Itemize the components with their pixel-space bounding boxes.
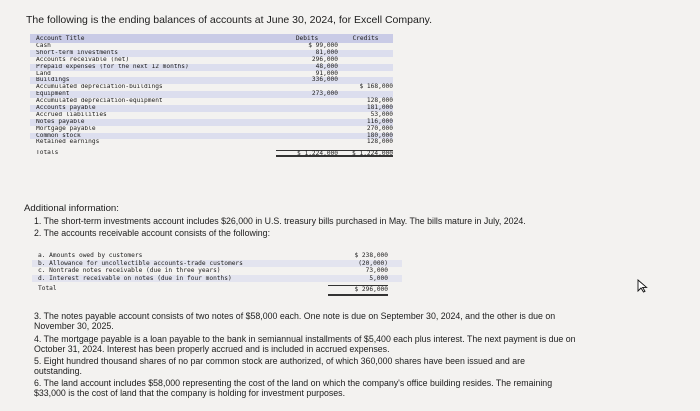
table-row xyxy=(30,105,393,112)
ar-label-cell: a. Amounts owed by customers xyxy=(38,252,143,259)
account-cell: Accumulated depreciation-equipment xyxy=(36,98,163,105)
table-row xyxy=(30,119,393,126)
table-row xyxy=(30,50,393,57)
totals-debit: $ 1,224,000 xyxy=(276,150,338,157)
table-row xyxy=(30,91,393,98)
credit-cell: 180,000 xyxy=(366,131,393,139)
table-totals-row xyxy=(30,150,393,157)
note-2: 2. The accounts receivable account consists of the following: xyxy=(34,228,271,238)
account-cell: Accumulated depreciation-buildings xyxy=(36,84,163,91)
note-1: 1. The short-term investments account includes $26,000 in U.S. treasury bills purchased in May. The bills mature in July, 2024. xyxy=(34,216,526,226)
account-cell: Buildings xyxy=(36,77,70,84)
account-cell: Mortgage payable xyxy=(36,125,96,132)
ar-value-cell: (20,000) xyxy=(358,259,388,267)
ar-row xyxy=(32,260,402,268)
mouse-cursor-icon xyxy=(637,279,649,293)
debit-cell: 81,000 xyxy=(315,48,338,56)
account-cell: Land xyxy=(36,70,51,77)
ar-value-cell: $ 238,000 xyxy=(354,252,388,259)
credit-cell: 128,000 xyxy=(366,97,393,105)
table-row xyxy=(30,126,393,133)
debit-cell: 296,000 xyxy=(311,55,338,63)
account-cell: Accrued liabilities xyxy=(36,111,107,118)
note-6: 6. The land account includes $58,000 representing the cost of the land on which the company's office building resides. The remaining $33,000 is the cost of land that the company is holding for investment purposes. xyxy=(34,378,553,398)
debit-cell xyxy=(276,139,338,146)
account-cell: Accounts payable xyxy=(36,105,96,112)
trial-balance-table xyxy=(30,34,393,157)
credit-cell xyxy=(338,71,393,78)
table-row xyxy=(30,112,393,119)
ar-total-row xyxy=(32,285,402,296)
debit-cell xyxy=(276,98,338,105)
table-row xyxy=(30,133,393,140)
account-cell: Cash xyxy=(36,43,51,49)
totals-credit: $ 1,224,000 xyxy=(338,150,393,157)
header-credits: Credits xyxy=(352,35,379,42)
ar-value-cell: 5,000 xyxy=(369,274,388,282)
account-cell: Retained earnings xyxy=(36,139,100,146)
credit-cell xyxy=(338,43,393,50)
ar-total-label: Total xyxy=(38,285,57,293)
table-body xyxy=(30,43,393,146)
account-cell: Prepaid expenses (for the next 12 months) xyxy=(36,63,189,70)
credit-cell: 128,000 xyxy=(366,138,393,146)
debit-cell xyxy=(276,119,338,126)
credit-cell: 270,000 xyxy=(366,124,393,132)
debit-cell xyxy=(276,105,338,112)
ar-row xyxy=(32,252,402,260)
table-row xyxy=(30,84,393,91)
debit-cell: 48,000 xyxy=(315,62,338,70)
note-5: 5. Eight hundred thousand shares of no par common stock are authorized, of which 360,000 shares have been issued and are outstanding. xyxy=(34,356,525,376)
debit-cell xyxy=(276,126,338,133)
credit-cell: $ 168,000 xyxy=(359,83,393,91)
intro-text: The following is the ending balances of accounts at June 30, 2024, for Excell Company. xyxy=(26,14,433,26)
accounts-receivable-table xyxy=(32,252,402,296)
table-row xyxy=(30,43,393,50)
debit-cell: $ 99,000 xyxy=(308,42,338,49)
account-cell: Notes payable xyxy=(36,118,85,125)
ar-label-cell: c. Nontrade notes receivable (due in three years) xyxy=(38,267,221,275)
debit-cell: 336,000 xyxy=(311,76,338,84)
table-row xyxy=(30,98,393,105)
table-header xyxy=(30,34,393,43)
table-row xyxy=(30,57,393,64)
credit-cell: 116,000 xyxy=(366,117,393,125)
header-debits: Debits xyxy=(295,35,319,42)
credit-cell: 181,000 xyxy=(366,104,393,112)
account-cell: Short-term investments xyxy=(36,49,118,56)
ar-label-cell: b. Allowance for uncollectible accounts-trade customers xyxy=(38,259,243,267)
ar-value-cell: 73,000 xyxy=(365,267,388,275)
credit-cell xyxy=(338,50,393,57)
credit-cell xyxy=(338,64,393,71)
totals-label: Totals xyxy=(36,150,59,157)
table-row xyxy=(30,71,393,78)
ar-total-value: $ 296,000 xyxy=(328,285,388,296)
debit-cell: 273,000 xyxy=(311,90,338,98)
account-cell: Common stock xyxy=(36,132,81,139)
credit-cell: 53,000 xyxy=(370,110,393,118)
ar-row xyxy=(32,267,402,275)
ar-body xyxy=(32,252,402,282)
debit-cell: 91,000 xyxy=(315,69,338,77)
ar-label-cell: d. Interest receivable on notes (due in four months) xyxy=(38,274,232,282)
credit-cell xyxy=(338,57,393,64)
debit-cell xyxy=(276,133,338,140)
table-row xyxy=(30,77,393,84)
debit-cell xyxy=(276,112,338,119)
header-account-title: Account Title xyxy=(36,35,85,42)
ar-row xyxy=(32,275,402,283)
account-cell: Accounts receivable (net) xyxy=(36,56,130,63)
note-4: 4. The mortgage payable is a loan payable to the bank in semiannual installments of $5,400 each plus interest. The next payment is due on October 31, 2024. Interest has been properly accrued and is included in accrued expenses. xyxy=(34,334,576,354)
table-row xyxy=(30,139,393,146)
account-cell: Equipment xyxy=(36,91,70,98)
additional-info-title: Additional information: xyxy=(24,203,119,214)
note-3: 3. The notes payable account consists of two notes of $58,000 each. One note is due on September 30, 2024, and the other is due on November 30, 2025. xyxy=(34,311,556,331)
table-row xyxy=(30,64,393,71)
